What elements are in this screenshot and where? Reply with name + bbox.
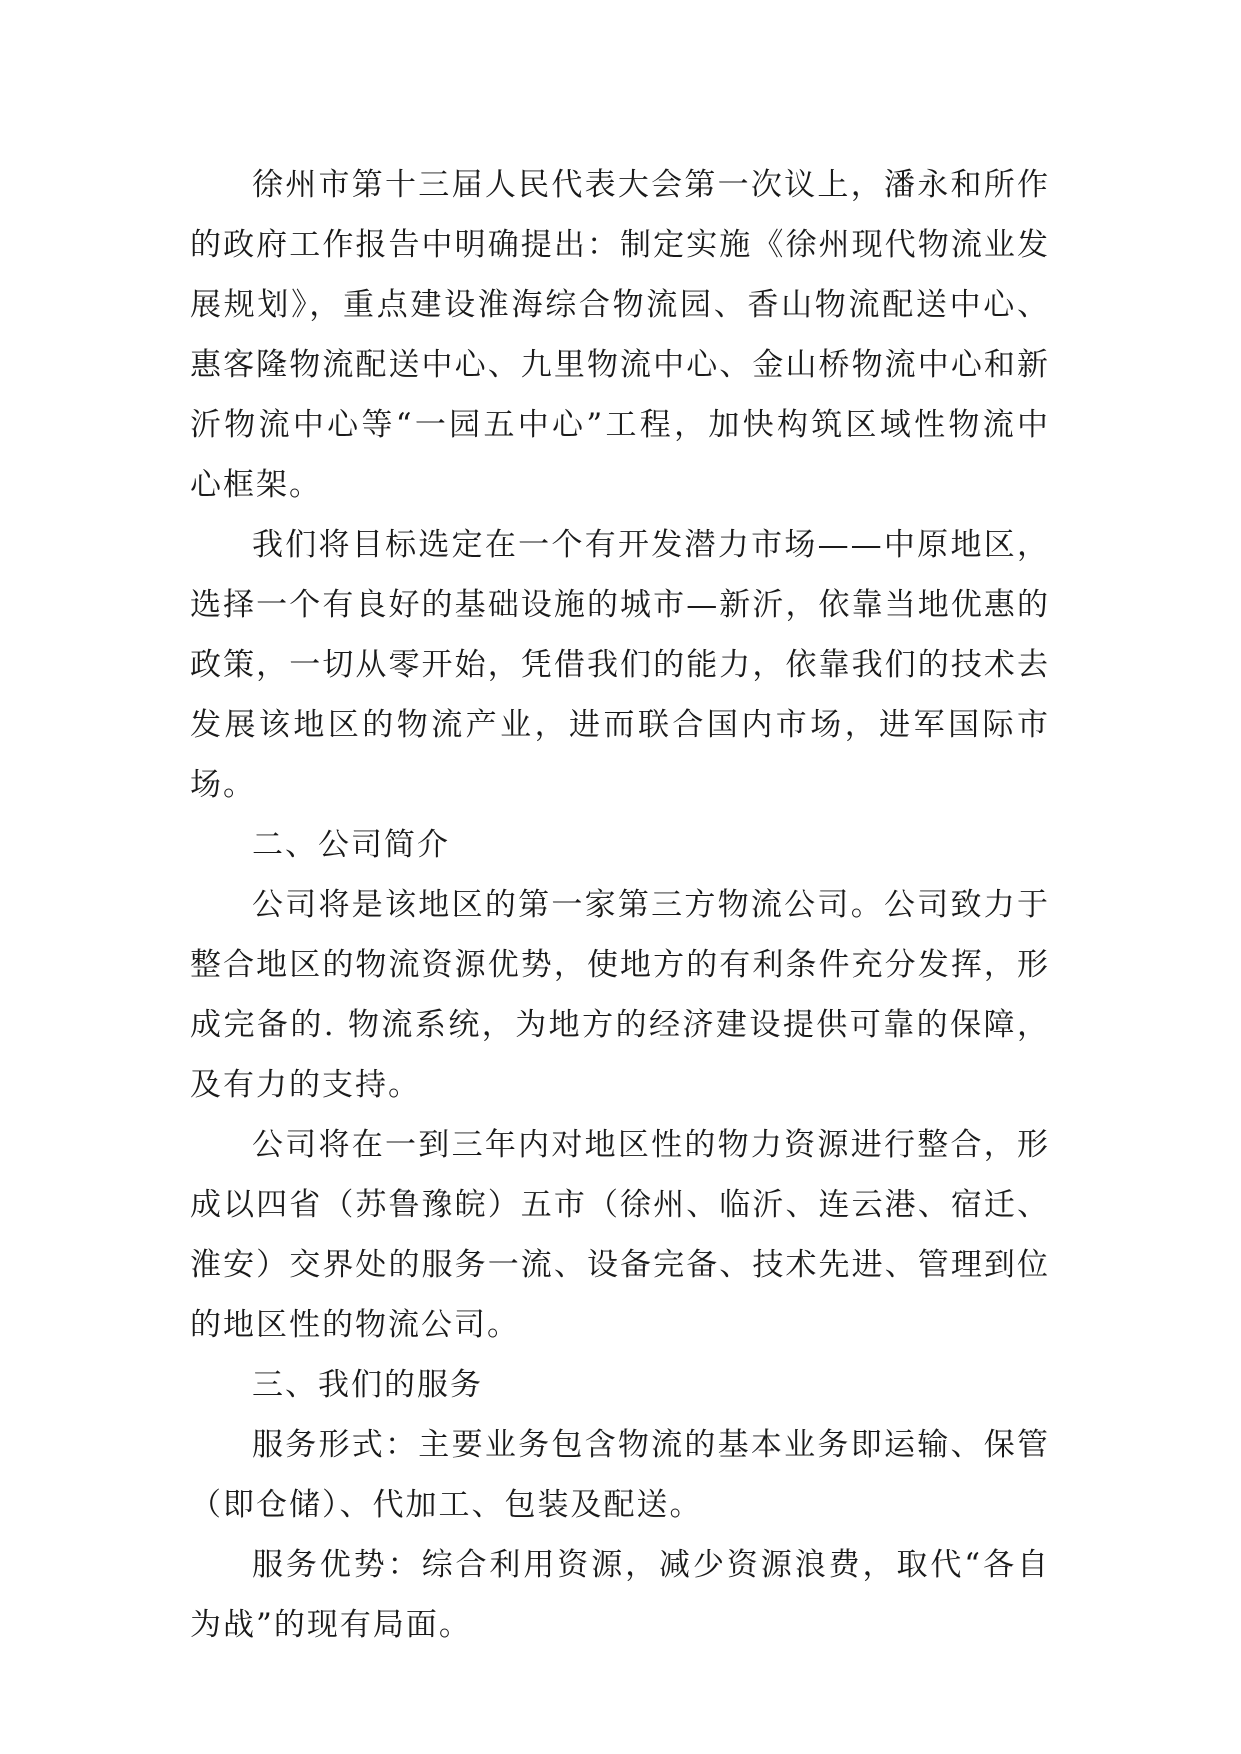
paragraph-service-form: 服务形式：主要业务包含物流的基本业务即运输、保管（即仓储）、代加工、包装及配送。 [190, 1427, 1050, 1523]
paragraph-company-intro: 公司将是该地区的第一家第三方物流公司。公司致力于整合地区的物流资源优势，使地方的有利条件充分发挥，形成完备的. 物流系统，为地方的经济建设提供可靠的保障，及有力的支持。 [190, 887, 1050, 1103]
paragraph-company-plan: 公司将在一到三年内对地区性的物力资源进行整合，形成以四省（苏鲁豫皖）五市（徐州、临沂、连云港、宿迁、淮安）交界处的服务一流、设备完备、技术先进、管理到位的地区性的物流公司。 [190, 1127, 1050, 1343]
paragraph-target-market: 我们将目标选定在一个有开发潜力市场——中原地区，选择一个有良好的基础设施的城市—新沂，依靠当地优惠的政策，一切从零开始，凭借我们的能力，依靠我们的技术去发展该地区的物流产业，进而联合国内市场，进军国际市场。 [190, 527, 1050, 803]
paragraph-government-report: 徐州市第十三届人民代表大会第一次议上，潘永和所作的政府工作报告中明确提出：制定实施《徐州现代物流业发展规划》，重点建设淮海综合物流园、香山物流配送中心、惠客隆物流配送中心、九里物流中心、金山桥物流中心和新沂物流中心等“一园五中心”工程，加快构筑区域性物流中心框架。 [190, 167, 1050, 503]
document-body [190, 155, 1050, 1655]
section-heading-company-intro: 二、公司简介 [252, 827, 450, 863]
section-heading-services: 三、我们的服务 [252, 1367, 483, 1403]
paragraph-service-advantage: 服务优势：综合利用资源，减少资源浪费，取代“各自为战”的现有局面。 [190, 1547, 1050, 1643]
